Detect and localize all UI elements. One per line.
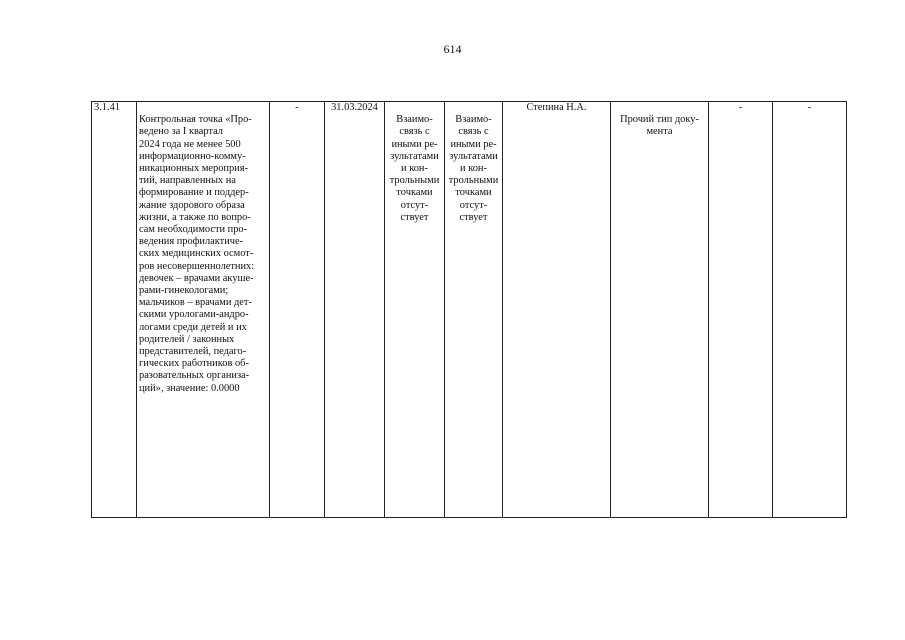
link-text-1: Взаимо- связь с иными ре- зультатами и кон- трольными точками отсут- ствует — [389, 114, 440, 223]
column-10-cell — [773, 102, 847, 518]
description-cell — [137, 102, 270, 518]
column-9-value: - — [738, 102, 743, 113]
start-date-cell — [270, 102, 325, 518]
start-date: - — [295, 102, 299, 113]
row-number-cell — [92, 102, 137, 518]
end-date: 31.03.2024 — [331, 102, 378, 113]
page-number: 614 — [443, 42, 462, 56]
column-10-value: - — [807, 102, 812, 113]
end-date-cell — [325, 102, 385, 518]
document-type: Прочий тип доку- мента — [620, 114, 699, 138]
data-table — [91, 101, 847, 518]
link-text-2: Взаимо- связь с иными ре- зультатами и кон- трольными точками отсут- ствует — [448, 114, 499, 223]
responsible-person: Степина Н.А. — [526, 102, 587, 113]
row-number: 3.1.41 — [94, 102, 120, 113]
link-cell-2 — [445, 102, 503, 518]
table-row — [92, 102, 847, 518]
document-type-cell — [611, 102, 709, 518]
row-description: Контрольная точка «Про- ведено за I квартал 2024 года не менее 500 информационно-комму- никационных мероприя- тий, направленных на формирование и поддер- жание здорового образа жизни, а также по вопро- сам необходимости про- ведения профилактиче- ских медицинских осмот- ров несовершеннолетних: девочек – врачами акуше- рами-гинекологами; мальчиков – врачами дет- скими урологами-андро- логами среди детей и их родителей / законных представителей, педаго- гических работников об- разовательных организа- ций», значение: 0.0000 — [139, 114, 255, 394]
link-cell-1 — [385, 102, 445, 518]
responsible-cell — [503, 102, 611, 518]
column-9-cell — [709, 102, 773, 518]
